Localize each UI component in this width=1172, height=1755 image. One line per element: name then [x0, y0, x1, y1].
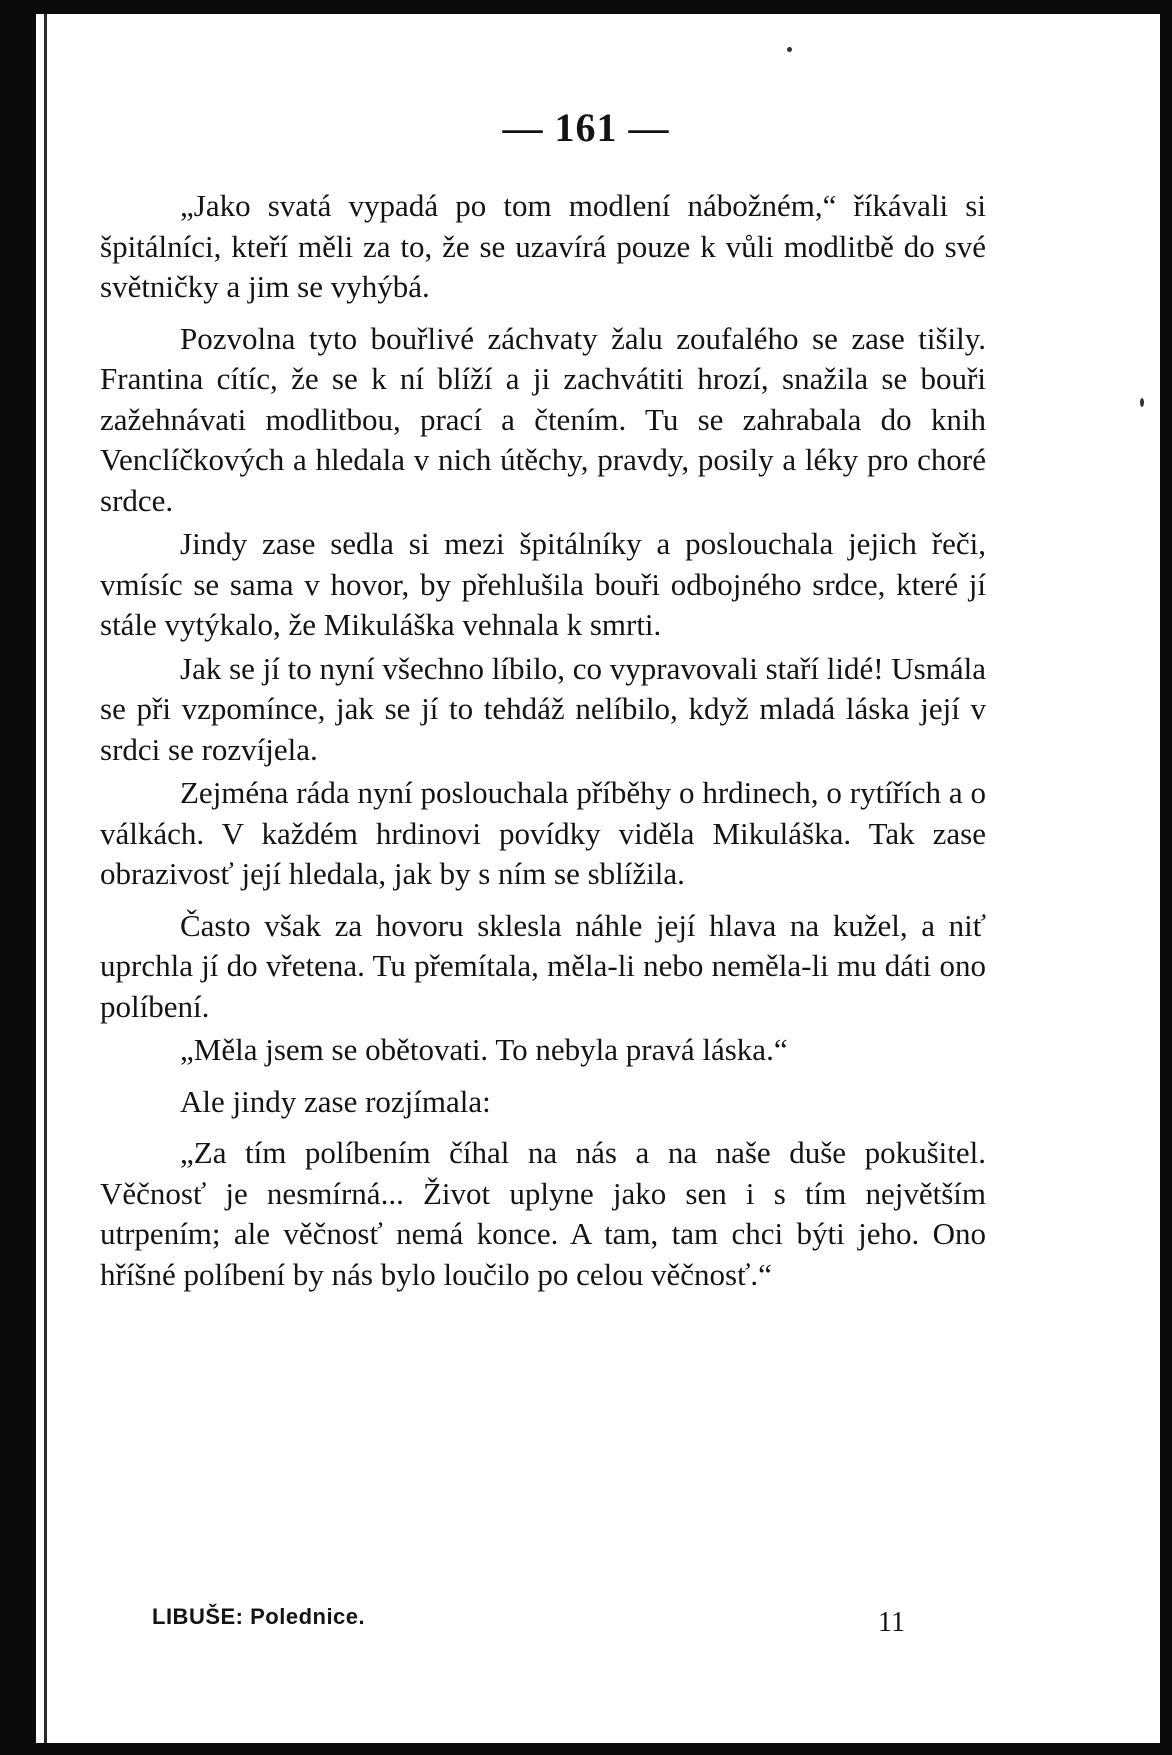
- paragraph-5: Zejména ráda nyní poslouchala příběhy o hrdinech, o rytířích a o válkách. V každém hrdinovi povídky viděla Mikuláška. Tak zase obrazivosť její hledala, jak by s ním se sblížila.: [100, 775, 986, 891]
- page-edge-line: [44, 14, 47, 1743]
- page-number: — 161 —: [502, 105, 670, 150]
- scan-border-top: [0, 0, 1172, 14]
- footer-sheet-number: 11: [878, 1607, 905, 1638]
- paragraph-7: „Měla jsem se obětovati. To nebyla pravá láska.“: [180, 1032, 788, 1067]
- scan-border-bottom: [0, 1743, 1172, 1755]
- scan-border-left: [0, 0, 36, 1755]
- body-text: [100, 186, 986, 1298]
- paragraph-2: Pozvolna tyto bouřlivé záchvaty žalu zoufalého se zase tišily. Frantina cítíc, že se k ní blíží a ji zachvátiti hrozí, snažila se bouři zažehnávati modlitbou, prací a čtením. Tu se zahrabala do knih Venclíčkových a hledala v nich útěchy, pravdy, posily a léky pro choré srdce.: [100, 320, 986, 518]
- paragraph-1: „Jako svatá vypadá po tom modlení nábožném,“ říkávali si špitálníci, kteří měli za to, že se uzavírá pouze k vůli modlitbě do své světničky a jim se vyhýbá.: [100, 188, 986, 304]
- scan-border-right: [1160, 0, 1172, 1755]
- paragraph-6: Často však za hovoru sklesla náhle její hlava na kužel, a niť uprchla jí do vřetena. Tu přemítala, měla-li nebo neměla-li mu dáti ono políbení.: [100, 907, 986, 1024]
- paragraph-3: Jindy zase sedla si mezi špitálníky a poslouchala jejich řeči, vmísíc se sama v hovor, by přehlušila bouři odbojného srdce, které jí stále vytýkalo, že Mikuláška vehnala k smrti.: [100, 526, 986, 642]
- paragraph-4: Jak se jí to nyní všechno líbilo, co vypravovali staří lidé! Usmála se při vzpomínce, jak se jí to tehdáž nelíbilo, když mladá láska její v srdci se rozvíjela.: [100, 650, 986, 767]
- scan-speck: [1140, 398, 1144, 407]
- paragraph-8: Ale jindy zase rozjímala:: [180, 1083, 491, 1119]
- scan-speck: [787, 47, 792, 52]
- footer-signature: LIBUŠE: Polednice.: [152, 1604, 366, 1629]
- paragraph-9: „Za tím políbením číhal na nás a na naše duše pokušitel. Věčnosť je nesmírná... Život uplyne jako sen i s tím největším utrpením; ale věčnosť nemá konce. A tam, tam chci býti jeho. Ono hříšné políbení by nás bylo loučilo po celou věčnosť.“: [100, 1135, 986, 1292]
